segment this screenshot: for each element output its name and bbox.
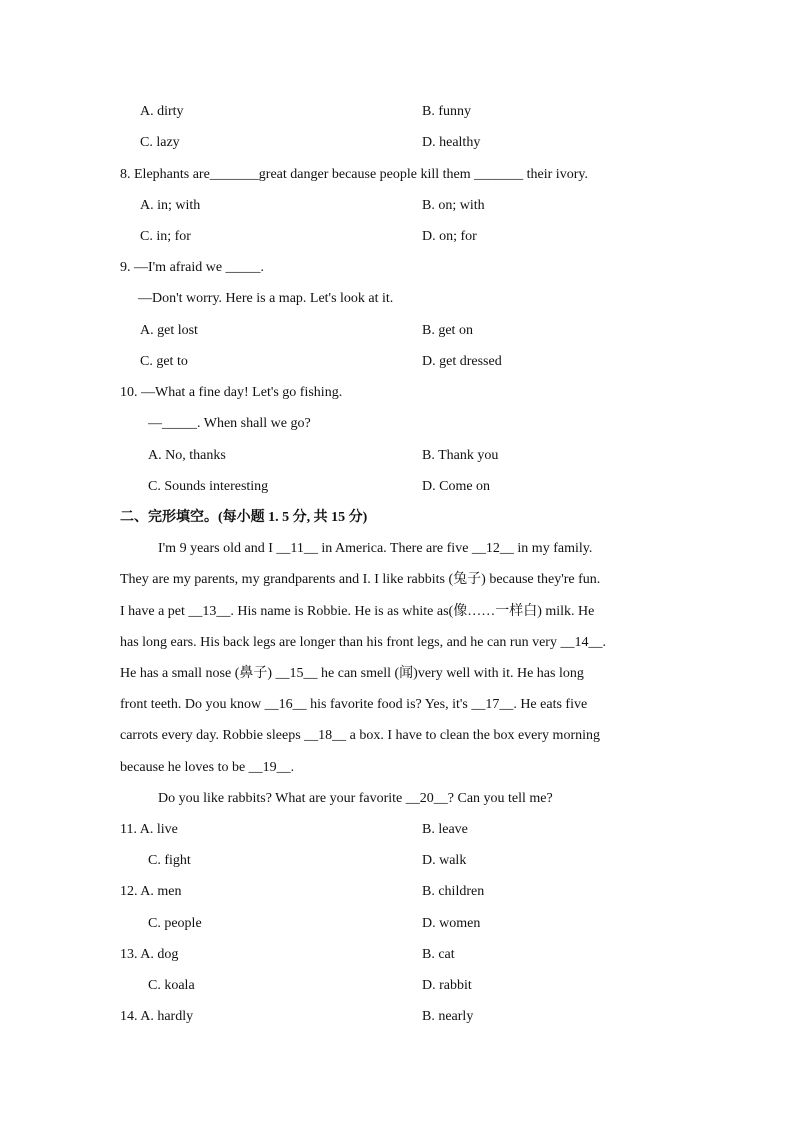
passage-line: has long ears. His back legs are longer than his front legs, and he can run very __14__. xyxy=(120,635,606,650)
q7-option-b: B. funny xyxy=(422,104,471,119)
q9-reply: —Don't worry. Here is a map. Let's look at it. xyxy=(138,291,394,306)
passage-line: I'm 9 years old and I __11__ in America. There are five __12__ in my family. xyxy=(158,541,593,556)
passage-line: because he loves to be __19__. xyxy=(120,760,295,775)
q10-option-a: A. No, thanks xyxy=(148,448,226,463)
passage-line: I have a pet __13__. His name is Robbie. He is as white as(像……一样白) milk. He xyxy=(120,604,595,619)
q8-option-c: C. in; for xyxy=(140,229,191,244)
q7-option-d: D. healthy xyxy=(422,135,481,150)
q11-option-a: 11. A. live xyxy=(120,822,178,837)
passage-line: front teeth. Do you know __16__ his favorite food is? Yes, it's __17__. He eats five xyxy=(120,697,588,712)
q8-option-b: B. on; with xyxy=(422,198,485,213)
passage-line: They are my parents, my grandparents and I. I like rabbits (兔子) because they're fun. xyxy=(120,572,601,587)
q13-option-b: B. cat xyxy=(422,947,455,962)
q11-option-c: C. fight xyxy=(148,853,191,868)
passage-line: Do you like rabbits? What are your favorite __20__? Can you tell me? xyxy=(158,791,553,806)
q14-option-b: B. nearly xyxy=(422,1009,474,1024)
q11-option-b: B. leave xyxy=(422,822,468,837)
q9-option-c: C. get to xyxy=(140,354,188,369)
q10-reply: —_____. When shall we go? xyxy=(148,416,311,431)
q12-option-b: B. children xyxy=(422,884,485,899)
q7-option-c: C. lazy xyxy=(140,135,180,150)
q12-option-d: D. women xyxy=(422,916,481,931)
q7-option-a: A. dirty xyxy=(140,104,184,119)
q8-option-d: D. on; for xyxy=(422,229,477,244)
q10-option-c: C. Sounds interesting xyxy=(148,479,269,494)
passage-line: carrots every day. Robbie sleeps __18__ a box. I have to clean the box every morning xyxy=(120,728,600,743)
q9-option-d: D. get dressed xyxy=(422,354,502,369)
q9-option-a: A. get lost xyxy=(140,323,198,338)
passage-line: He has a small nose (鼻子) __15__ he can smell (闻)very well with it. He has long xyxy=(120,666,584,681)
q13-option-d: D. rabbit xyxy=(422,978,472,993)
q10-option-b: B. Thank you xyxy=(422,448,499,463)
q13-option-c: C. koala xyxy=(148,978,195,993)
q11-option-d: D. walk xyxy=(422,853,467,868)
q14-option-a: 14. A. hardly xyxy=(120,1009,194,1024)
section-heading: 二、完形填空。(每小题 1. 5 分, 共 15 分) xyxy=(120,510,368,525)
q12-option-c: C. people xyxy=(148,916,202,931)
q8-option-a: A. in; with xyxy=(140,198,201,213)
q10-option-d: D. Come on xyxy=(422,479,491,494)
q9-option-b: B. get on xyxy=(422,323,473,338)
q13-option-a: 13. A. dog xyxy=(120,947,179,962)
q8-stem: 8. Elephants are_______great danger because people kill them _______ their ivory. xyxy=(120,167,588,182)
q9-stem: 9. —I'm afraid we _____. xyxy=(120,260,265,275)
q10-stem: 10. —What a fine day! Let's go fishing. xyxy=(120,385,343,400)
q12-option-a: 12. A. men xyxy=(120,884,182,899)
